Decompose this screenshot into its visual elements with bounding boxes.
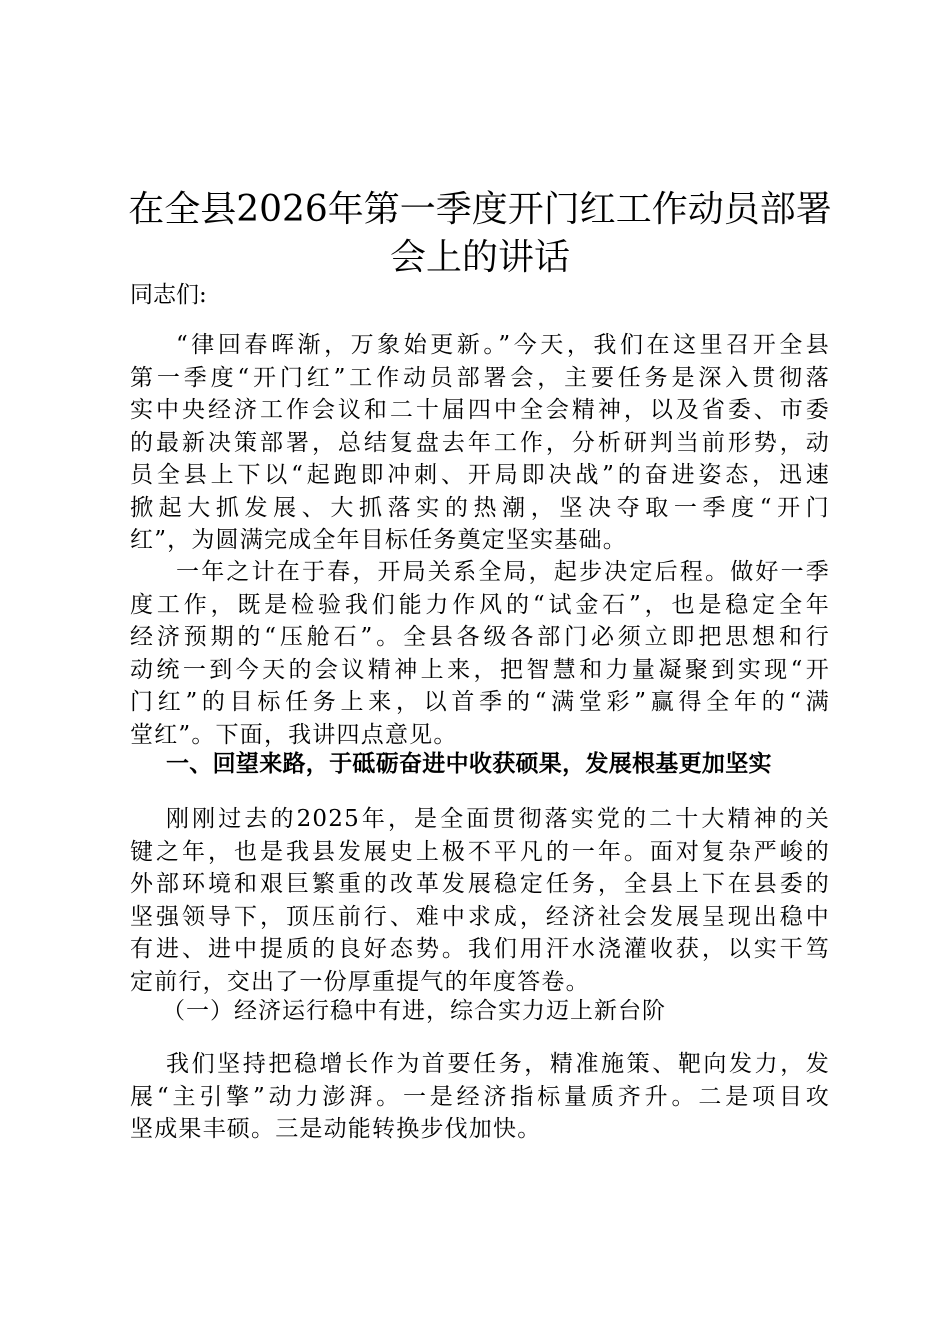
- paragraph-line: 掀起大抓发展、大抓落实的热潮，坚决夺取一季度“开门: [130, 494, 830, 521]
- paragraph-line: 红”，为圆满完成全年目标任务奠定坚实基础。: [130, 527, 627, 553]
- paragraph-line: 的最新决策部署，总结复盘去年工作，分析研判当前形势，动: [130, 429, 830, 456]
- paragraph-line: 度工作，既是检验我们能力作风的“试金石”，也是稳定全年: [130, 591, 830, 618]
- paragraph-line: 有进、进中提质的良好态势。我们用汗水浇灌收获，以实干笃: [130, 936, 830, 962]
- paragraph-line: 坚强领导下，顶压前行、难中求成，经济社会发展呈现出稳中: [130, 903, 830, 930]
- paragraph-line: 键之年，也是我县发展史上极不平凡的一年。面对复杂严峻的: [130, 838, 830, 865]
- paragraph-line: 门红”的目标任务上来，以首季的“满堂彩”赢得全年的“满: [130, 689, 830, 715]
- paragraph-opening: [130, 329, 830, 557]
- paragraph-line: 第一季度“开门红”工作动员部署会，主要任务是深入贯彻落: [130, 364, 830, 391]
- paragraph-intro: [130, 556, 830, 751]
- title-line-1: 在全县2026年第一季度开门红工作动员部署: [128, 189, 832, 231]
- paragraph-review: [130, 803, 830, 998]
- paragraph-line: 堂红”。下面，我讲四点意见。: [130, 721, 458, 748]
- section-heading-1: 一、回望来路，于砥砺奋进中收获硕果，发展根基更加坚实: [166, 750, 772, 777]
- paragraph-economy: [130, 1048, 830, 1146]
- paragraph-line: 刚刚过去的2025年，是全面贯彻落实党的二十大精神的关: [166, 806, 830, 832]
- paragraph-line: 实中央经济工作会议和二十届四中全会精神，以及省委、市委: [130, 397, 830, 423]
- paragraph-line: 定前行，交出了一份厚重提气的年度答卷。: [130, 968, 590, 995]
- salutation: 同志们:: [130, 282, 207, 308]
- document-title: [120, 186, 840, 282]
- paragraph-line: 坚成果丰硕。三是动能转换步伐加快。: [130, 1116, 542, 1142]
- title-line-2: 会上的讲话: [389, 237, 570, 279]
- paragraph-line: 经济预期的“压舱石”。全县各级各部门必须立即把思想和行: [130, 624, 830, 650]
- paragraph-line: 一年之计在于春，开局关系全局，起步决定后程。做好一季: [176, 559, 830, 585]
- paragraph-line: 外部环境和艰巨繁重的改革发展稳定任务，全县上下在县委的: [130, 871, 830, 897]
- paragraph-line: 员全县上下以“起跑即冲刺、开局即决战”的奋进姿态，迅速: [130, 462, 830, 488]
- subsection-heading-1: （一）经济运行稳中有进，综合实力迈上新台阶: [162, 998, 666, 1024]
- paragraph-line: “律回春晖渐，万象始更新。”今天，我们在这里召开全县: [176, 332, 830, 358]
- paragraph-line: 我们坚持把稳增长作为首要任务，精准施策、靶向发力，发: [166, 1051, 830, 1077]
- paragraph-line: 动统一到今天的会议精神上来，把智慧和力量凝聚到实现“开: [130, 656, 830, 683]
- paragraph-line: 展“主引擎”动力澎湃。一是经济指标量质齐升。二是项目攻: [130, 1083, 830, 1110]
